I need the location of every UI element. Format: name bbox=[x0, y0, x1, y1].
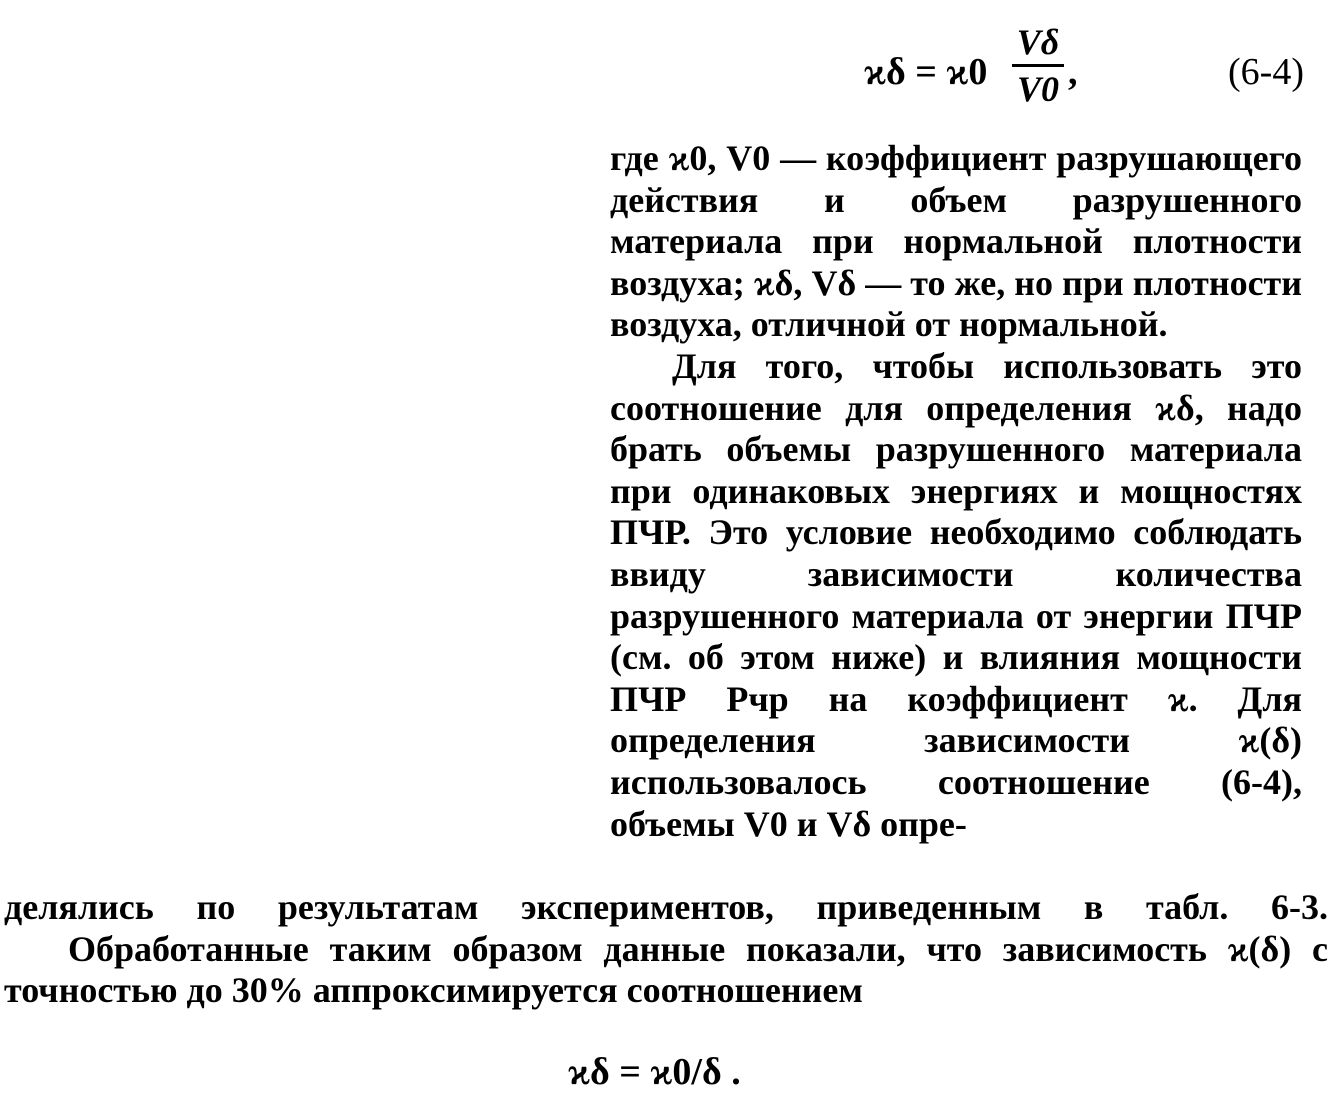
paragraph-method: Для того, чтобы использовать это соотношение для определения ϰδ, надо брать объемы разрушенного материала при одинаковых энергиях и мощностях ПЧР. Это условие необходимо соблюдать ввиду зависимости количества разрушенного материала от энергии ПЧР (см. об этом ниже) и влияния мощности ПЧР Pчр на коэффициент ϰ. Для определения зависимости ϰ(δ) использовалось соотношение (6-4), объемы V0 и Vδ опре- bbox=[610, 345, 1302, 844]
fraction-bar bbox=[1012, 64, 1064, 67]
equation-number: (6-4) bbox=[1228, 51, 1304, 93]
equation-6-4-comma: , bbox=[1068, 51, 1078, 93]
column-text bbox=[610, 138, 1302, 845]
equation-6-4-fraction bbox=[1012, 22, 1064, 109]
paragraph-result: Обработанные таким образом данные показали, что зависимость ϰ(δ) с точностью до 30% аппроксимируется соотношением bbox=[4, 928, 1328, 1011]
paragraph-method-continuation: делялись по результатам экспериментов, приведенным в табл. 6-3. bbox=[4, 887, 1328, 927]
equation-6-4 bbox=[864, 20, 1304, 120]
equation-6-4-lhs: ϰδ = ϰ0 bbox=[864, 51, 988, 93]
paragraph-definitions: где ϰ0, V0 — коэффициент разрушающего действия и объем разрушенного материала при нормальной плотности воздуха; ϰδ, Vδ — то же, но при плотности воздуха, отличной от нормальной. bbox=[610, 138, 1302, 345]
equation-approximation: ϰδ = ϰ0/δ . bbox=[568, 1051, 741, 1093]
fraction-denominator: V0 bbox=[1016, 69, 1059, 109]
full-width-text bbox=[4, 887, 1328, 1012]
fraction-numerator: Vδ bbox=[1016, 22, 1060, 62]
